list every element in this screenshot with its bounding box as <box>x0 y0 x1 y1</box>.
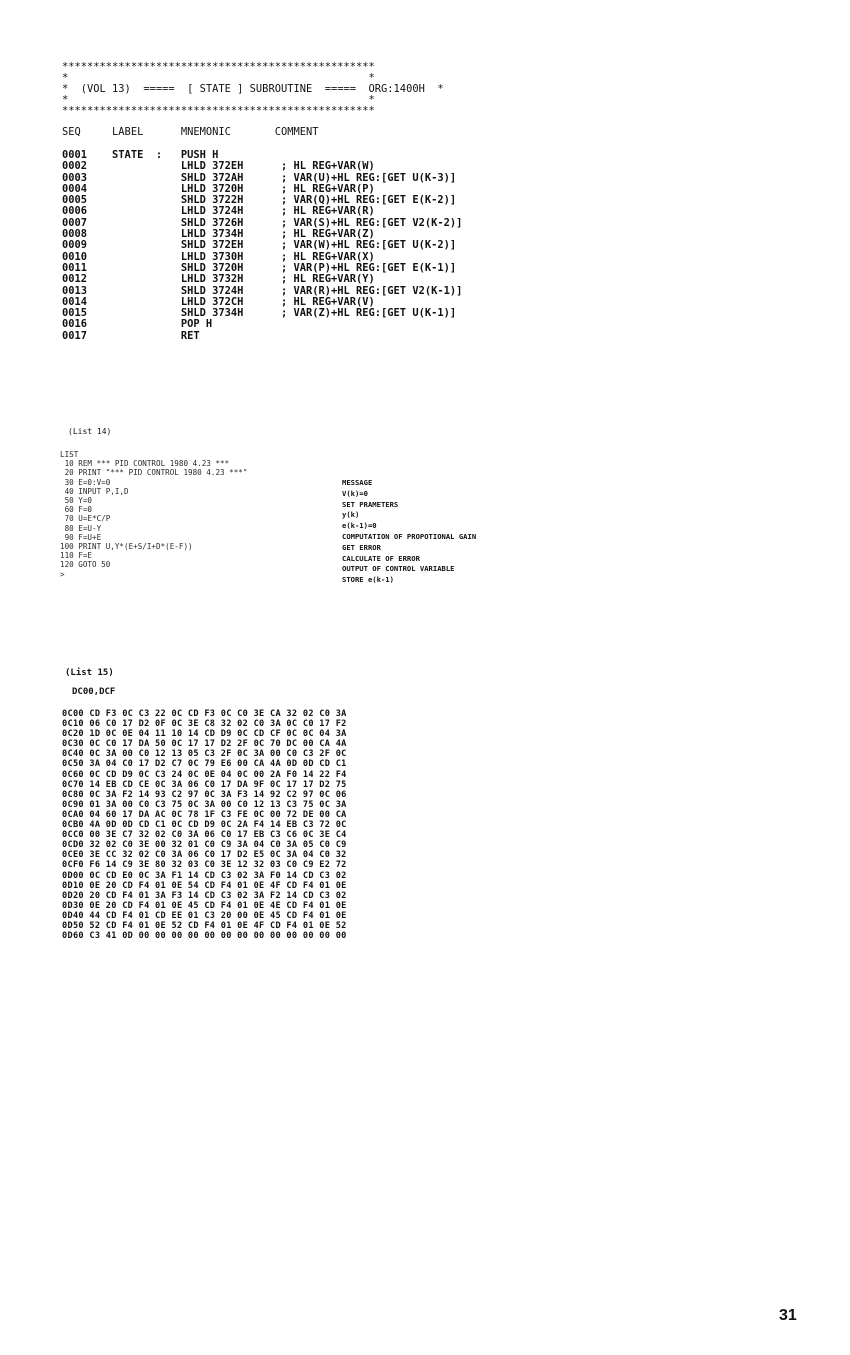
page-number: 31 <box>779 1307 797 1324</box>
list13-column-header: SEQ LABEL MNEMONIC COMMENT <box>62 126 319 138</box>
list14-caption: (List 14) <box>68 427 112 436</box>
list13-assembly-listing: 0001 STATE : PUSH H 0002 LHLD 372EH ; HL REG+VAR(W) 0003 SHLD 372AH ; VAR(U)+HL REG:[GET U(K-3)] 0004 LHLD 3720H ; HL REG+VAR(P) 0005 SHLD 3722H ; VAR(Q)+HL REG:[GET E(K-2)] 0006 LHLD 3724H ; HL REG+VAR(R) 0007 SHLD 3726H ; VAR(S)+HL REG:[GET V2(K-2)] 0008 LHLD 3734H ; HL REG+VAR(Z) 0009 SHLD 372EH ; VAR(W)+HL REG:[GET U(K-2)] 0010 LHLD 3730H ; HL REG+VAR(X) 0011 SHLD 3720H ; VAR(P)+HL REG:[GET E(K-1)] 0012 LHLD 3732H ; HL REG+VAR(Y) 0013 SHLD 3724H ; VAR(R)+HL REG:[GET V2(K-1)] 0014 LHLD 372CH ; HL REG+VAR(V) 0015 SHLD 3734H ; VAR(Z)+HL REG:[GET U(K-1)] 0016 POP H 0017 RET <box>62 149 463 342</box>
list13-banner: ************************************************** * * * (VOL 13) ===== [ STATE ] SUBROUTINE ===== ORG:1400H * * * ************************************************** <box>62 61 444 117</box>
list15-dump-command: DC00,DCF <box>72 687 116 697</box>
list14-comments: MESSAGE V(k)=0 SET PRAMETERS y(k) e(k-1)=0 COMPUTATION OF PROPOTIONAL GAIN GET ERROR CALCULATE OF ERROR OUTPUT OF CONTROL VARIABLE STORE e(k-1) <box>342 478 477 585</box>
list15-hex-dump: 0C00 CD F3 0C C3 22 0C CD F3 0C C0 3E CA 32 02 C0 3A 0C10 06 C0 17 D2 0F 0C 3E C8 32 02 C0 3A 0C C0 17 F2 0C20 1D 0C 0E 04 11 10 14 CD D9 0C CD CF 0C 0C 04 3A 0C30 0C C0 17 DA 50 0C 17 17 D2 2F 0C 70 DC 00 CA 4A 0C40 0C 3A 00 C0 12 13 05 C3 2F 0C 3A 00 C0 C3 2F 0C 0C50 3A 04 C0 17 D2 C7 0C 79 E6 00 CA 4A 0D 0D CD C1 0C60 0C CD D9 0C C3 24 0C 0E 04 0C 00 2A F0 14 22 F4 0C70 14 EB CD CE 0C 3A 06 C0 17 DA 9F 0C 17 17 D2 75 0C80 0C 3A F2 14 93 C2 97 0C 3A F3 14 92 C2 97 0C 06 0C90 01 3A 00 C0 C3 75 0C 3A 00 C0 12 13 C3 75 0C 3A 0CA0 04 60 17 DA AC 0C 78 1F C3 FE 0C 00 72 DE 00 CA 0CB0 4A 0D 0D CD C1 0C CD D9 0C 2A F4 14 EB C3 72 0C 0CC0 00 3E C7 32 02 C0 3A 06 C0 17 EB C3 C6 0C 3E C4 0CD0 32 02 C0 3E 00 32 01 C0 C9 3A 04 C0 3A 05 C0 C9 0CE0 3E CC 32 02 C0 3A 06 C0 17 D2 E5 0C 3A 04 C0 32 0CF0 F6 14 C9 3E 80 32 03 C0 3E 12 32 03 C0 C9 E2 72 0D00 0C CD E0 0C 3A F1 14 CD C3 02 3A F0 14 CD C3 02 0D10 0E 20 CD F4 01 0E 54 CD F4 01 0E 4F CD F4 01 0E 0D20 20 CD F4 01 3A F3 14 CD C3 02 3A F2 14 CD C3 02 0D30 0E 20 CD F4 01 0E 45 CD F4 01 0E 4E CD F4 01 0E 0D40 44 CD F4 01 CD EE 01 C3 20 00 0E 45 CD F4 01 0E 0D50 52 CD F4 01 0E 52 CD F4 01 0E 4F CD F4 01 0E 52 0D60 C3 41 0D 00 00 00 00 00 00 00 00 00 00 00 00 00 <box>62 709 347 942</box>
list15-caption: (List 15) <box>65 668 114 678</box>
list14-basic-program: LIST 10 REM *** PID CONTROL 1980 4.23 *** 20 PRINT "*** PID CONTROL 1980 4.23 ***" 30 E=0:V=0 40 INPUT P,I,D 50 Y=0 60 F=0 70 U=E*C/P 80 E=U-Y 90 F=U+E 100 PRINT U,Y*(E+S/I+D*(E-F)) 110 F=E 120 GOTO 50 > <box>60 450 248 579</box>
